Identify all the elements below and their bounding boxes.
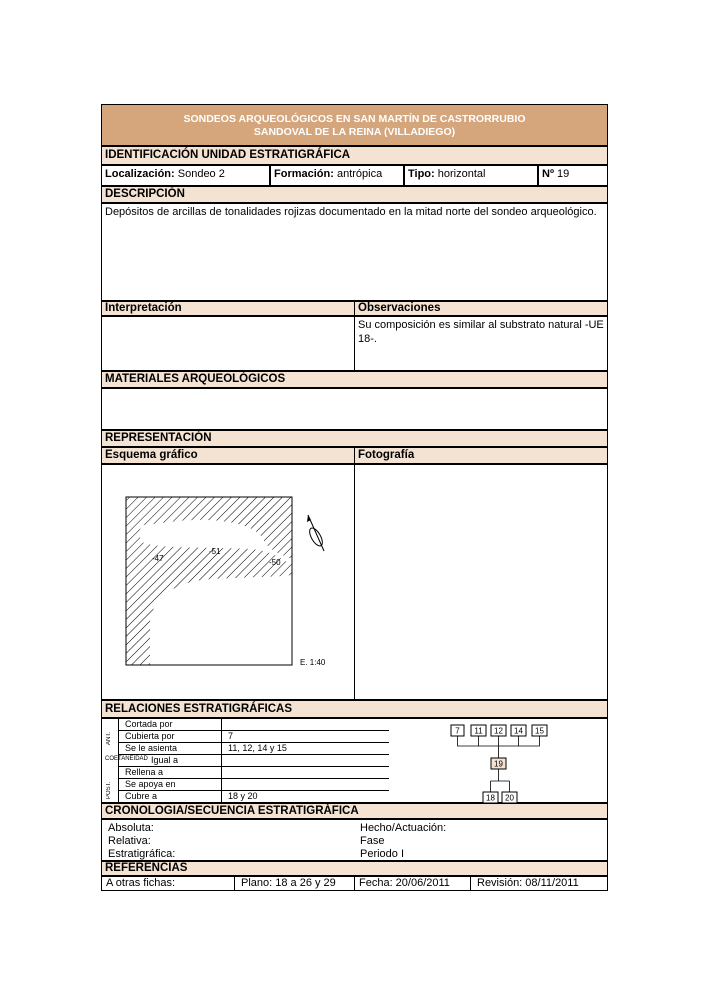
rel-row-rellena bbox=[119, 767, 389, 779]
cota-label-3: -50 bbox=[269, 558, 281, 567]
localizacion-cell bbox=[101, 165, 270, 186]
cota-label-2: -51 bbox=[209, 547, 221, 556]
rel-label: Se apoya en bbox=[125, 779, 176, 789]
relaciones-header: RELACIONES ESTRATIGRÁFICAS bbox=[101, 700, 608, 718]
rel-row-igual bbox=[119, 755, 389, 767]
fotografia-header: Fotografía bbox=[354, 447, 608, 464]
tipo-label: Tipo: bbox=[408, 168, 435, 180]
rel-value: 18 y 20 bbox=[221, 791, 258, 803]
group-post-label: POST. bbox=[106, 781, 112, 799]
materiales-text bbox=[101, 388, 608, 430]
rel-row-cubierta bbox=[119, 731, 389, 743]
rel-value: 7 bbox=[221, 731, 233, 742]
representacion-header: REPRESENTACIÓN bbox=[101, 430, 608, 447]
referencias-otras: A otras fichas: bbox=[101, 876, 235, 891]
rel-row-cortada bbox=[119, 719, 389, 731]
rel-value bbox=[221, 779, 228, 790]
referencias-plano: Plano: 18 a 26 y 29 bbox=[234, 876, 355, 891]
relaciones-table bbox=[118, 719, 389, 804]
group-ant-label: ANT. bbox=[106, 731, 112, 745]
rel-label: Cubre a bbox=[125, 791, 158, 801]
rel-row-cubre bbox=[119, 791, 389, 803]
esquema-grafico bbox=[101, 464, 355, 700]
descripcion-text: Depósitos de arcillas de tonalidades rojizas documentado en la mitad norte del sondeo arqueológico. bbox=[101, 203, 608, 301]
rel-value bbox=[221, 719, 228, 730]
cronologia-header: CRONOLOGIA/SECUENCIA ESTRATIGRÁFICA bbox=[101, 803, 608, 819]
matrix-node-label: 15 bbox=[535, 726, 544, 736]
cota-label-1: -47 bbox=[152, 554, 164, 563]
section-drawing bbox=[102, 465, 354, 699]
cronologia-hecho: Hecho/Actuación: bbox=[360, 822, 447, 834]
esquema-header: Esquema gráfico bbox=[101, 447, 355, 464]
localizacion-value: Sondeo 2 bbox=[177, 168, 225, 180]
materiales-header: MATERIALES ARQUEOLÓGICOS bbox=[101, 371, 608, 388]
rel-label: Cubierta por bbox=[125, 731, 175, 741]
matrix-connector-upper bbox=[458, 736, 540, 758]
referencias-header: REFERENCIAS bbox=[101, 861, 608, 876]
matrix-node-label: 12 bbox=[494, 726, 503, 736]
matrix-node-label: 7 bbox=[455, 726, 460, 736]
numero-value: 19 bbox=[557, 168, 570, 180]
matrix-node-label: 19 bbox=[494, 759, 503, 769]
scale-label: E. 1:40 bbox=[300, 658, 326, 667]
rel-label: Igual a bbox=[151, 755, 179, 765]
rel-value bbox=[221, 755, 228, 766]
formacion-value: antrópica bbox=[336, 168, 383, 180]
observaciones-text: Su composición es similar al substrato natural -UE 18-. bbox=[354, 316, 608, 371]
harris-matrix bbox=[389, 719, 607, 803]
north-arrow-icon bbox=[307, 515, 325, 551]
sheet-title bbox=[101, 104, 608, 146]
rel-label: Rellena a bbox=[125, 767, 164, 777]
tipo-value: horizontal bbox=[437, 168, 486, 180]
cronologia-estratigrafica: Estratigráfica: bbox=[108, 848, 176, 860]
matrix-node-label: 20 bbox=[505, 793, 514, 803]
observaciones-header: Observaciones bbox=[354, 301, 608, 316]
identificacion-header: IDENTIFICACIÓN UNIDAD ESTRATIGRÁFICA bbox=[101, 146, 608, 165]
cronologia-absoluta: Absoluta: bbox=[108, 822, 154, 834]
rel-row-asienta bbox=[119, 743, 389, 755]
relaciones-body bbox=[101, 718, 608, 803]
rel-label: Se le asienta bbox=[125, 743, 178, 753]
matrix-node-label: 18 bbox=[486, 793, 495, 803]
hatched-deposit bbox=[126, 497, 292, 665]
rel-row-apoya bbox=[119, 779, 389, 791]
formacion-label: Formación: bbox=[274, 168, 334, 180]
rel-value: 11, 12, 14 y 15 bbox=[221, 743, 287, 754]
referencias-fecha: Fecha: 20/06/2011 bbox=[354, 876, 471, 891]
cronologia-body bbox=[101, 819, 608, 861]
title-line-2: SANDOVAL DE LA REINA (VILLADIEGO) bbox=[253, 126, 456, 138]
group-coet-label: COETANEIDAD bbox=[105, 756, 148, 762]
cronologia-fase: Fase bbox=[360, 835, 385, 847]
matrix-connector-lower bbox=[491, 769, 510, 792]
tipo-cell bbox=[404, 165, 538, 186]
title-line-1: SONDEOS ARQUEOLÓGICOS EN SAN MARTÍN DE CASTRORRUBIO bbox=[183, 113, 526, 125]
fotografia-box bbox=[354, 464, 608, 700]
rel-value bbox=[221, 767, 228, 778]
formacion-cell bbox=[270, 165, 404, 186]
matrix-node-label: 11 bbox=[474, 726, 483, 736]
numero-cell bbox=[538, 165, 608, 186]
numero-label: Nº bbox=[542, 168, 554, 180]
interpretacion-header: Interpretación bbox=[101, 301, 355, 316]
localizacion-label: Localización: bbox=[105, 168, 175, 180]
referencias-revision: Revisión: 08/11/2011 bbox=[470, 876, 608, 891]
rel-label: Cortada por bbox=[125, 719, 173, 729]
cronologia-periodo: Periodo I bbox=[360, 848, 405, 860]
matrix-node-label: 14 bbox=[514, 726, 523, 736]
interpretacion-text bbox=[101, 316, 355, 371]
cronologia-relativa: Relativa: bbox=[108, 835, 151, 847]
descripcion-header: DESCRIPCIÓN bbox=[101, 186, 608, 203]
